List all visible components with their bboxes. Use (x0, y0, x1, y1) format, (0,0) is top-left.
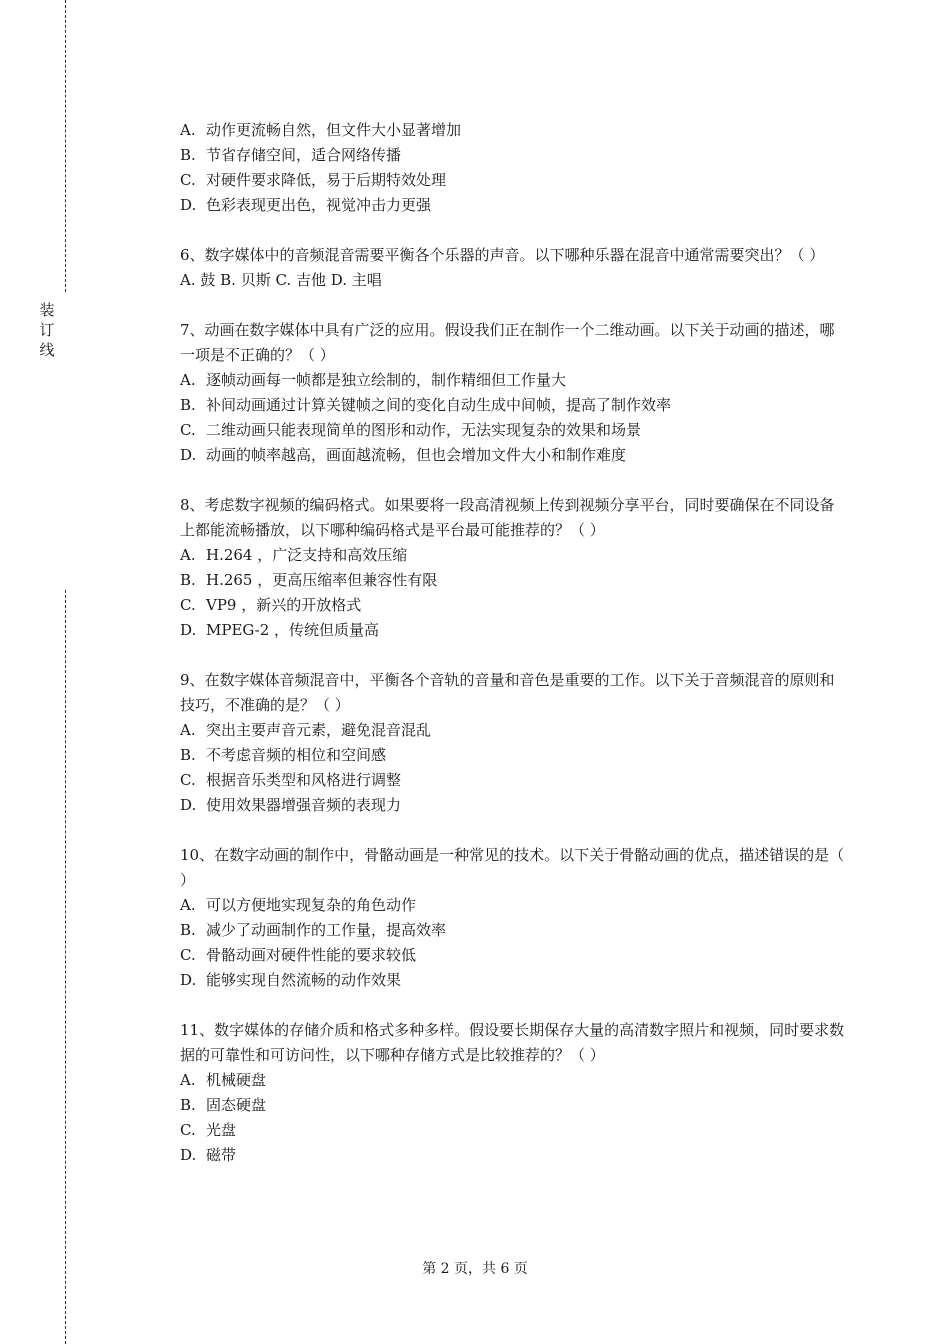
option-text: 磁带 (206, 1146, 237, 1164)
option-text: 突出主要声音元素，避免混音混乱 (206, 721, 432, 739)
option-text: 补间动画通过计算关键帧之间的变化自动生成中间帧，提高了制作效率 (206, 396, 672, 414)
page-footer: 第 2 页，共 6 页 (422, 1261, 528, 1277)
option-letter: B. (180, 921, 196, 939)
option-letter: C. (180, 171, 196, 189)
option-letter: C. (180, 1121, 196, 1139)
option-letter: C. (180, 596, 196, 614)
option-letter: C. (180, 771, 196, 789)
option-letter: A. (180, 896, 196, 914)
option-text: 固态硬盘 (206, 1096, 267, 1114)
option-text: 骨骼动画对硬件性能的要求较低 (206, 946, 417, 964)
option-letter: B. (180, 1096, 196, 1114)
option-text: 不考虑音频的相位和空间感 (206, 746, 387, 764)
option-letter: A. (180, 1071, 196, 1089)
question-text: 8、考虑数字视频的编码格式。如果要将一段高清视频上传到视频分享平台，同时要确保在不同设备上都能流畅播放，以下哪种编码格式是平台最可能推荐的？（ ） (180, 496, 835, 539)
binding-char: 订 (39, 321, 55, 339)
option-letter: D. (180, 796, 197, 814)
option-text: H.264 ，广泛支持和高效压缩 (206, 546, 408, 564)
question-11 (180, 1018, 845, 1168)
option (180, 768, 845, 793)
option-letter: B. (180, 396, 196, 414)
binding-char: 线 (39, 341, 55, 359)
question-text: 11、数字媒体的存储介质和格式多种多样。假设要长期保存大量的高清数字照片和视频，同时要求数据的可靠性和可访问性，以下哪种存储方式是比较推荐的？（ ） (180, 1021, 845, 1064)
option-text: 能够实现自然流畅的动作效果 (206, 971, 402, 989)
option-text: 动画的帧率越高，画面越流畅，但也会增加文件大小和制作难度 (206, 446, 627, 464)
option (180, 443, 845, 468)
option (180, 193, 845, 218)
options-inline: A. 鼓 B. 贝斯 C. 吉他 D. 主唱 (180, 271, 382, 289)
option-letter: D. (180, 446, 197, 464)
exam-content (180, 118, 845, 1193)
option-letter: C. (180, 421, 196, 439)
option-text: 逐帧动画每一帧都是独立绘制的，制作精细但工作量大 (206, 371, 567, 389)
option-text: 减少了动画制作的工作量，提高效率 (206, 921, 447, 939)
binding-dashed-line-bottom (65, 590, 66, 1344)
option-text: 机械硬盘 (206, 1071, 267, 1089)
question-9 (180, 668, 845, 818)
option (180, 418, 845, 443)
option (180, 1093, 845, 1118)
option-letter: D. (180, 196, 197, 214)
option-letter: D. (180, 621, 197, 639)
option-text: 对硬件要求降低，易于后期特效处理 (206, 171, 447, 189)
question-6 (180, 243, 845, 293)
option-text: 根据音乐类型和风格进行调整 (206, 771, 402, 789)
option-text: MPEG-2 ，传统但质量高 (206, 621, 380, 639)
option (180, 568, 845, 593)
option-text: 色彩表现更出色，视觉冲击力更强 (206, 196, 432, 214)
option-letter: A. (180, 371, 196, 389)
option (180, 743, 845, 768)
option-letter: A. (180, 546, 196, 564)
option-letter: D. (180, 1146, 197, 1164)
option (180, 118, 845, 143)
question-10 (180, 843, 845, 993)
option (180, 168, 845, 193)
option (180, 593, 845, 618)
option (180, 1068, 845, 1093)
option (180, 718, 845, 743)
option (180, 393, 845, 418)
option-letter: D. (180, 971, 197, 989)
option-letter: B. (180, 571, 196, 589)
binding-dashed-line-top (65, 0, 66, 292)
option-text: 光盘 (206, 1121, 237, 1139)
option (180, 793, 845, 818)
option (180, 943, 845, 968)
question-5-continued (180, 118, 845, 218)
option (180, 893, 845, 918)
option-text: 使用效果器增强音频的表现力 (206, 796, 402, 814)
option (180, 543, 845, 568)
binding-label (37, 300, 57, 360)
option-letter: A. (180, 721, 196, 739)
option-text: 节省存储空间，适合网络传播 (206, 146, 402, 164)
option-letter: A. (180, 121, 196, 139)
option (180, 968, 845, 993)
question-text: 6、数字媒体中的音频混音需要平衡各个乐器的声音。以下哪种乐器在混音中通常需要突出？（ ） (180, 246, 825, 264)
question-text: 7、动画在数字媒体中具有广泛的应用。假设我们正在制作一个二维动画。以下关于动画的描述，哪一项是不正确的？（ ） (180, 321, 835, 364)
option (180, 143, 845, 168)
option-text: H.265 ，更高压缩率但兼容性有限 (206, 571, 438, 589)
question-text: 9、在数字媒体音频混音中，平衡各个音轨的音量和音色是重要的工作。以下关于音频混音的原则和技巧，不准确的是？（ ） (180, 671, 835, 714)
option-text: VP9 ，新兴的开放格式 (206, 596, 362, 614)
option-letter: B. (180, 146, 196, 164)
option-text: 二维动画只能表现简单的图形和动作，无法实现复杂的效果和场景 (206, 421, 642, 439)
option (180, 368, 845, 393)
question-8 (180, 493, 845, 643)
option-letter: C. (180, 946, 196, 964)
option (180, 918, 845, 943)
binding-char: 装 (39, 301, 55, 319)
question-7 (180, 318, 845, 468)
option (180, 618, 845, 643)
question-text: 10、在数字动画的制作中，骨骼动画是一种常见的技术。以下关于骨骼动画的优点，描述错误的是（ ） (180, 846, 845, 889)
option-text: 可以方便地实现复杂的角色动作 (206, 896, 417, 914)
option-text: 动作更流畅自然，但文件大小显著增加 (206, 121, 462, 139)
option (180, 1118, 845, 1143)
option (180, 1143, 845, 1168)
option-letter: B. (180, 746, 196, 764)
